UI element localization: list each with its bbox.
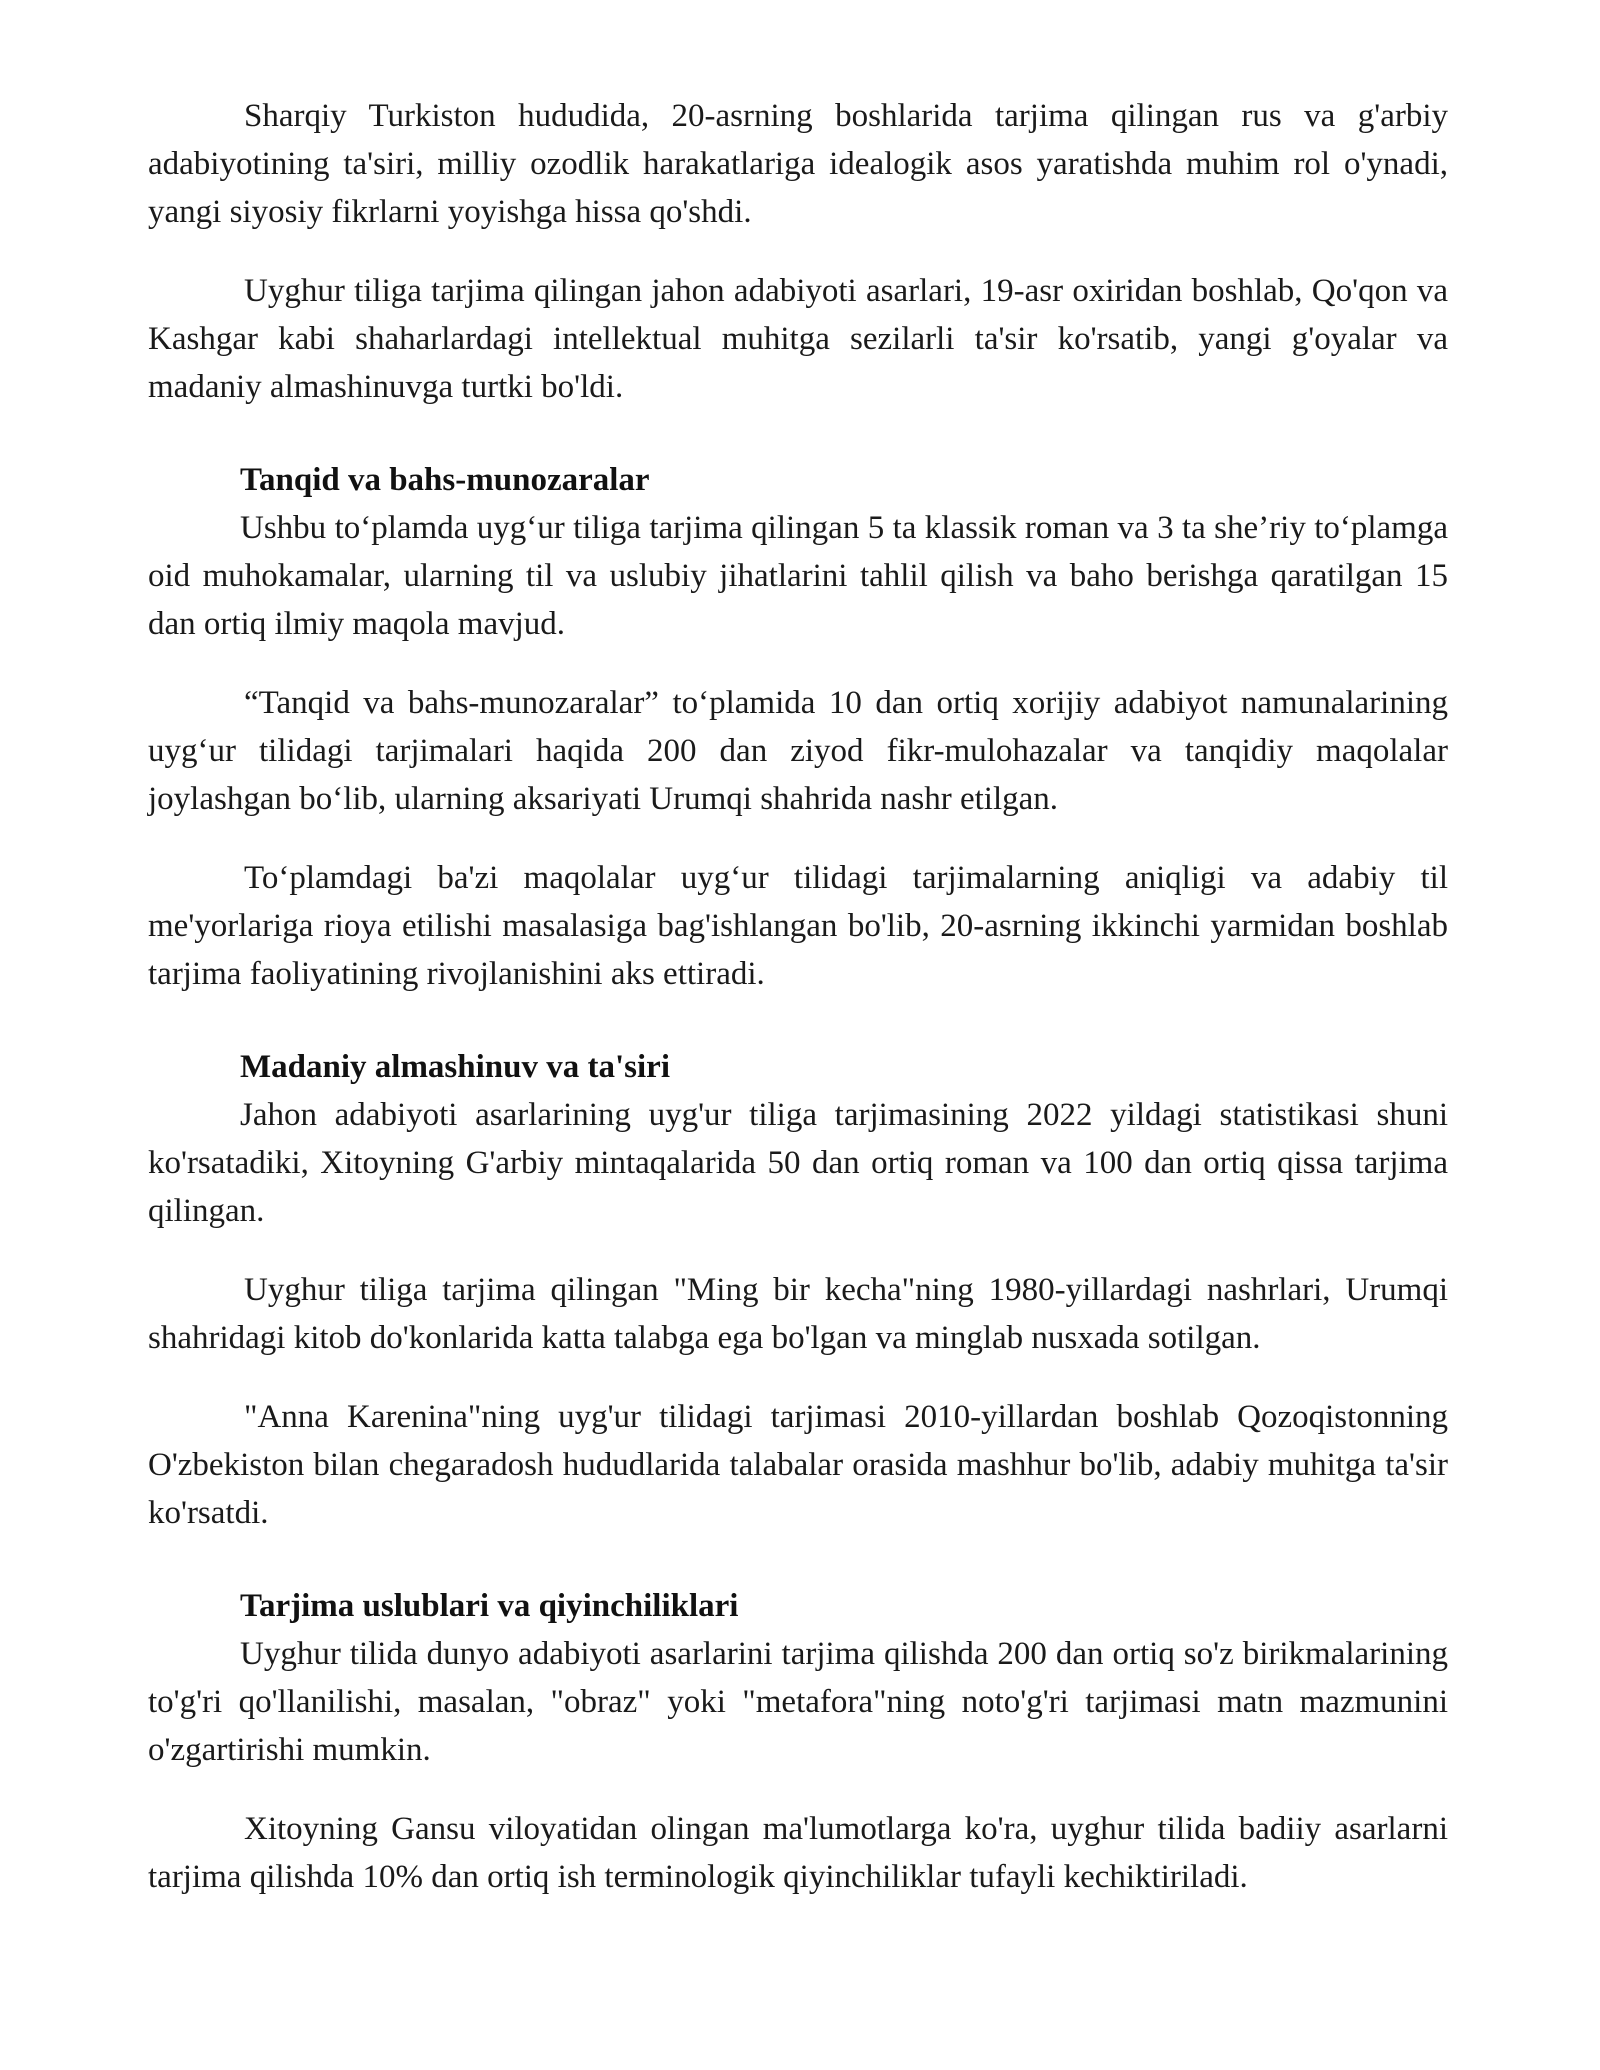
paragraph: “Tanqid va bahs-munozaralar” to‘plamida 10 dan ortiq xorijiy adabiyot namunalarining uyg‘ur tilidagi tarjimalari haqida 200 dan ziyod fikr-mulohazalar va tanqidiy maqolalar joylashgan bo‘lib, ularning aksariyati Urumqi shahrida nashr etilgan. <box>148 685 1448 817</box>
paragraph: To‘plamdagi ba'zi maqolalar uyg‘ur tilidagi tarjimalarning aniqligi va adabiy til me'yorlariga rioya etilishi masalasiga bag'ishlangan bo'lib, 20-asrning ikkinchi yarmidan boshlab tarjima faoliyatining rivojlanishini aks ettiradi. <box>148 860 1448 992</box>
paragraph: Uyghur tiliga tarjima qilingan "Ming bir kecha"ning 1980-yillardagi nashrlari, Urumqi shahridagi kitob do'konlarida katta talabga ega bo'lgan va minglab nusxada sotilgan. <box>148 1272 1448 1356</box>
document-body <box>148 92 1448 1901</box>
paragraph: Sharqiy Turkiston hududida, 20-asrning boshlarida tarjima qilingan rus va g'arbiy adabiyotining ta'siri, milliy ozodlik harakatlariga idealogik asos yaratishda muhim rol o'ynadi, yangi siyosiy fikrlarni yoyishga hissa qo'shdi. <box>148 98 1448 230</box>
paragraph: "Anna Karenina"ning uyg'ur tilidagi tarjimasi 2010-yillardan boshlab Qozoqistonning O'zbekiston bilan chegaradosh hududlarida talabalar orasida mashhur bo'lib, adabiy muhitga ta'sir ko'rsatdi. <box>148 1399 1448 1531</box>
section-heading: Tanqid va bahs-munozaralar <box>240 462 650 498</box>
paragraph: Uyghur tiliga tarjima qilingan jahon adabiyoti asarlari, 19-asr oxiridan boshlab, Qo'qon va Kashgar kabi shaharlardagi intellektual muhitga sezilarli ta'sir ko'rsatib, yangi g'oyalar va madaniy almashinuvga turtki bo'ldi. <box>148 273 1448 405</box>
paragraph: Uyghur tilida dunyo adabiyoti asarlarini tarjima qilishda 200 dan ortiq so'z birikmalarining to'g'ri qo'llanilishi, masalan, "obraz" yoki "metafora"ning noto'g'ri tarjimasi matn mazmunini o'zgartirishi mumkin. <box>148 1636 1448 1768</box>
section-heading: Madaniy almashinuv va ta'siri <box>240 1049 670 1085</box>
section-translation-methods <box>148 1582 1448 1901</box>
section-heading: Tarjima uslublari va qiyinchiliklari <box>240 1588 739 1624</box>
paragraph: Ushbu to‘plamda uyg‘ur tiliga tarjima qilingan 5 ta klassik roman va 3 ta she’riy to‘plamga oid muhokamalar, ularning til va uslubiy jihatlarini tahlil qilish va baho berishga qaratilgan 15 dan ortiq ilmiy maqola mavjud. <box>148 510 1448 642</box>
section-criticism <box>148 456 1448 998</box>
paragraph: Jahon adabiyoti asarlarining uyg'ur tiliga tarjimasining 2022 yildagi statistikasi shuni ko'rsatadiki, Xitoyning G'arbiy mintaqalarida 50 dan ortiq roman va 100 dan ortiq qissa tarjima qilingan. <box>148 1097 1448 1229</box>
paragraph: Xitoyning Gansu viloyatidan olingan ma'lumotlarga ko'ra, uyghur tilida badiiy asarlarni tarjima qilishda 10% dan ortiq ish terminologik qiyinchiliklar tufayli kechiktiriladi. <box>148 1811 1448 1895</box>
section-cultural-exchange <box>148 1043 1448 1537</box>
